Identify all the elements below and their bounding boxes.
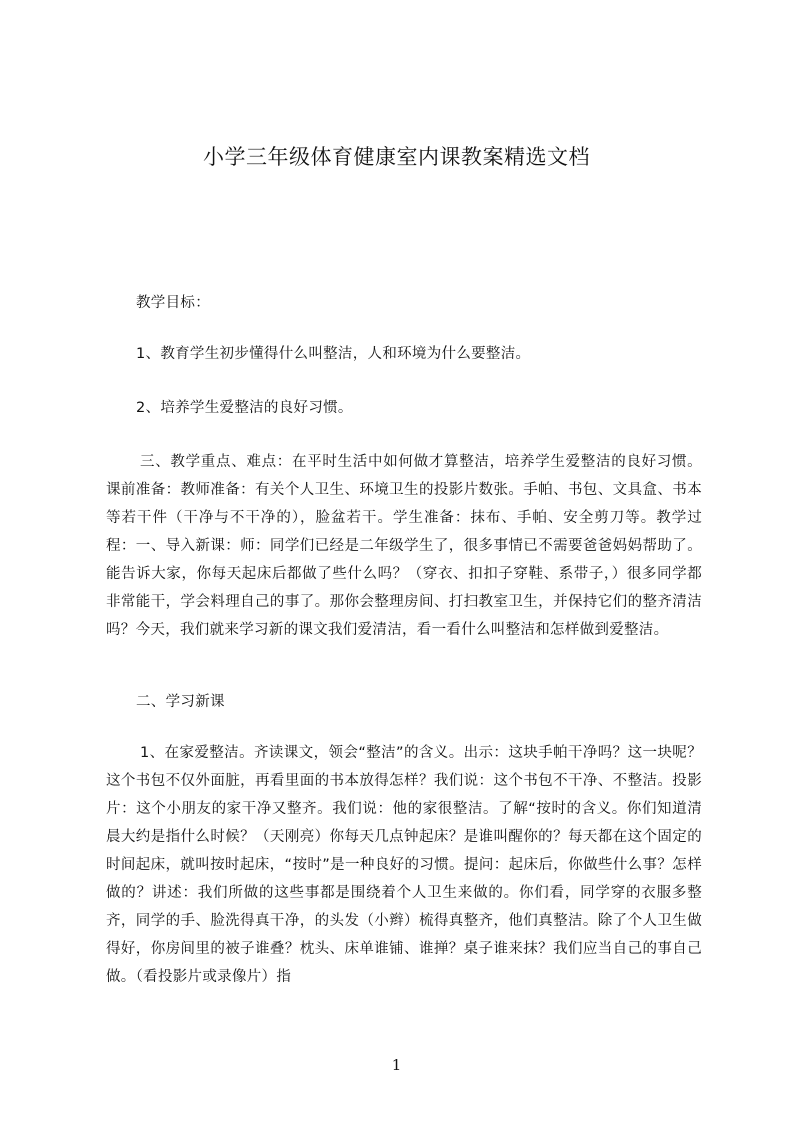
paragraph-teaching-goals-heading: 教学目标： (136, 295, 210, 311)
paragraph-new-lesson-heading: 二、学习新课 (136, 694, 225, 710)
document-title: 小学三年级体育健康室内课教案精选文档 (203, 145, 590, 169)
page-number: 1 (391, 1056, 402, 1074)
paragraph-goal-1: 1、教育学生初步懂得什么叫整洁，人和环境为什么要整洁。 (136, 346, 531, 362)
paragraph-key-points: 三、教学重点、难点：在平时生活中如何做才算整洁，培养学生爱整洁的良好习惯。课前准备：教师准备：有关个人卫生、环境卫生的投影片数张。手帕、书包、文具盒、书本等若干件（干净与不干净的），脸盆若干。学生准备：抹布、手帕、安全剪刀等。教学过程：一、导入新课：师：同学们已经是二年级学生了，很多事情已不需要爸爸妈妈帮助了。能告诉大家，你每天起床后都做了些什么吗？（穿衣、扣扣子穿鞋、系带子，）很多同学都非常能干，学会料理自己的事了。那你会整理房间、打扫教室卫生，并保持它们的整齐清洁吗？今天，我们就来学习新的课文我们爱清洁，看一看什么叫整洁和怎样做到爱整洁。 (106, 454, 702, 638)
paragraph-lesson-body: 1、在家爱整洁。齐读课文，领会“整洁”的含义。出示：这块手帕干净吗？这一块呢？这个书包不仅外面脏，再看里面的书本放得怎样？我们说：这个书包不干净、不整洁。投影片：这个小朋友的家干净又整齐。我们说：他的家很整洁。了解“按时的含义。你们知道清晨大约是指什么时候？（天刚亮）你每天几点钟起床？是谁叫醒你的？每天都在这个固定的时间起床，就叫按时起床，“按时”是一种良好的习惯。提问：起床后，你做些什么事？怎样做的？讲述：我们所做的这些事都是围绕着个人卫生来做的。你们看，同学穿的衣服多整齐，同学的手、脸洗得真干净，的头发（小辫）梳得真整齐，他们真整洁。除了个人卫生做得好，你房间里的被子谁叠？枕头、床单谁铺、谁掸？桌子谁来抹？我们应当自己的事自己做。（看投影片或录像片）指 (106, 745, 702, 985)
paragraph-goal-2: 2、培养学生爱整洁的良好习惯。 (136, 400, 353, 416)
